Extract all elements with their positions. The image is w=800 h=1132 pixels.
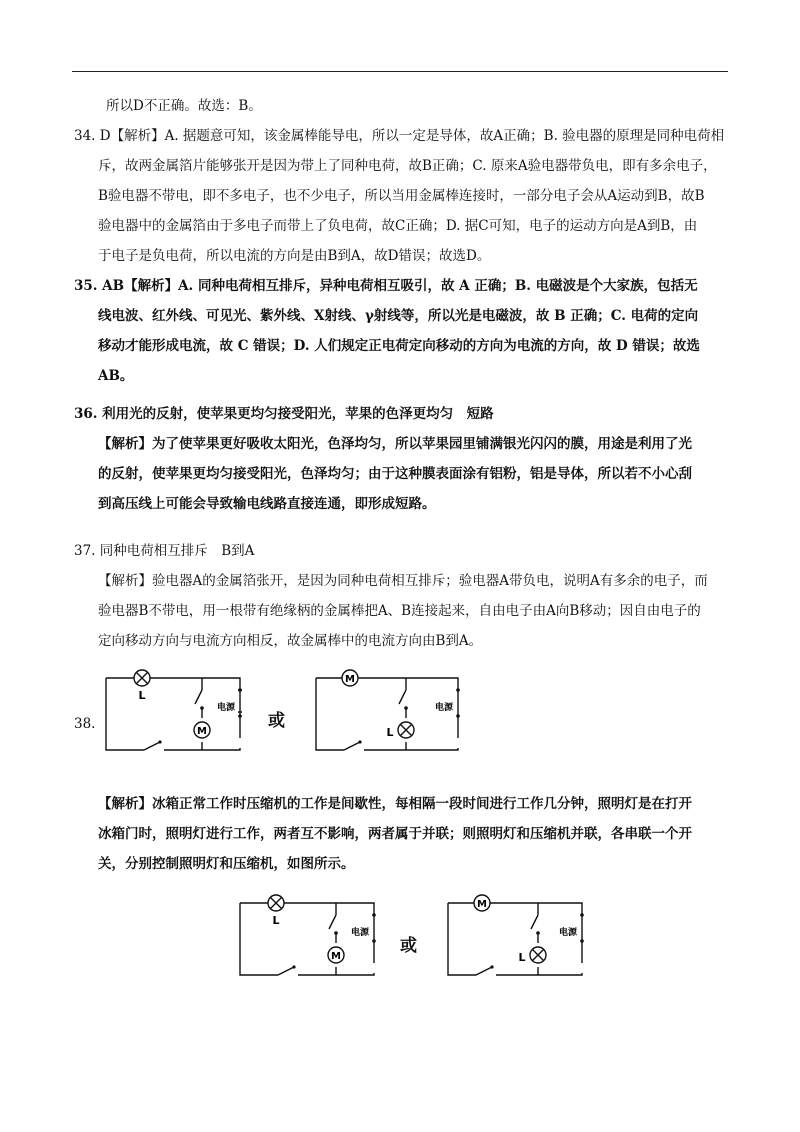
lamp-label: L — [518, 951, 526, 964]
or-text: 或 — [268, 711, 285, 731]
text-line: 【解析】冰箱正常工作时压缩机的工作是间歇性，每相隔一段时间进行工作几分钟，照明灯是在打开 — [98, 796, 692, 812]
header-rule — [72, 71, 728, 72]
text-line: 定向移动方向与电流方向相反，故金属棒中的电流方向由B到A。 — [98, 633, 483, 649]
motor-label: M — [331, 951, 341, 962]
circuit-diagram-4 — [446, 893, 598, 983]
text-line: 移动才能形成电流，故 C 错误；D. 人们规定正电荷定向移动的方向为电流的方向，故 D 错误；故选 — [98, 338, 700, 354]
text-line: 35. AB【解析】A. 同种电荷相互排斥，异种电荷相互吸引，故 A 正确；B. 电磁波是个大家族，包括无 — [74, 278, 698, 294]
source-label: 电源 — [434, 703, 454, 713]
circuit-diagram-1 — [104, 668, 246, 758]
motor-label: M — [197, 726, 207, 737]
text-line: 34. D【解析】A. 据题意可知，该金属棒能导电，所以一定是导体，故A正确；B. 验电器的原理是同种电荷相 — [74, 128, 725, 144]
circuit-diagram-3 — [238, 893, 380, 983]
motor-label: M — [345, 674, 355, 685]
circuit-diagram-2 — [314, 668, 466, 758]
motor-label: M — [477, 899, 487, 910]
text-line: 【解析】验电器A的金属箔张开，是因为同种电荷相互排斥；验电器A带负电，说明A有多余的电子，而 — [98, 573, 708, 589]
source-label: 电源 — [558, 928, 578, 938]
text-line: 线电波、红外线、可见光、紫外线、X射线、γ射线等，所以光是电磁波，故 B 正确；C. 电荷的定向 — [98, 308, 699, 324]
text-line: 验电器中的金属箔由于多电子而带上了负电荷，故C正确；D. 据C可知，电子的运动方向是A到B，由 — [98, 218, 698, 234]
text-line: B验电器不带电，即不多电子，也不少电子，所以当用金属棒连接时，一部分电子会从A运动到B，故B — [98, 188, 705, 204]
text-line: 关，分别控制照明灯和压缩机，如图所示。 — [98, 856, 355, 872]
text-line: 的反射，使苹果更均匀接受阳光，色泽均匀；由于这种膜表面涂有铝粉，铝是导体，所以若不小心刮 — [98, 466, 692, 482]
text-line: AB。 — [98, 368, 134, 384]
text-line: 冰箱门时，照明灯进行工作，两者互不影响，两者属于并联；则照明灯和压缩机并联，各串联一个开 — [98, 826, 692, 842]
or-text: 或 — [400, 936, 417, 956]
lamp-label: L — [386, 726, 394, 739]
lamp-label: L — [138, 689, 146, 702]
source-label: 电源 — [350, 928, 370, 938]
question-number-38: 38. — [74, 716, 96, 732]
text-line: 36. 利用光的反射，使苹果更均匀接受阳光，苹果的色泽更均匀 短路 — [74, 406, 494, 422]
text-line: 所以D不正确。故选：B。 — [106, 98, 262, 114]
source-label: 电源 — [216, 703, 236, 713]
lamp-label: L — [272, 914, 280, 927]
text-line: 到高压线上可能会导致输电线路直接连通，即形成短路。 — [98, 496, 436, 512]
text-line: 37. 同种电荷相互排斥 B到A — [74, 543, 255, 559]
text-line: 验电器B不带电，用一根带有绝缘柄的金属棒把A、B连接起来，自由电子由A向B移动；因自由电子的 — [98, 603, 701, 619]
text-line: 【解析】为了使苹果更好吸收太阳光，色泽均匀，所以苹果园里铺满银光闪闪的膜，用途是利用了光 — [98, 436, 692, 452]
text-line: 于电子是负电荷，所以电流的方向是由B到A，故D错误；故选D。 — [98, 248, 491, 264]
text-line: 斥，故两金属箔片能够张开是因为带上了同种电荷，故B正确；C. 原来A验电器带负电，即有多余电子， — [98, 158, 717, 174]
